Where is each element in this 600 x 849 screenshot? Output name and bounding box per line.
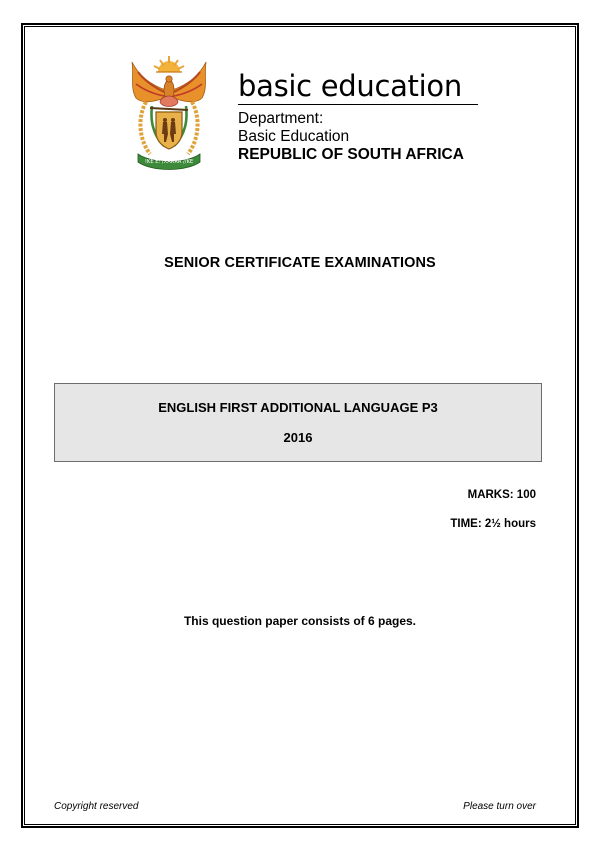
exam-year: 2016 bbox=[283, 430, 313, 445]
country-name: REPUBLIC OF SOUTH AFRICA bbox=[238, 146, 464, 163]
protea-flower bbox=[160, 96, 178, 107]
copyright-notice: Copyright reserved bbox=[54, 801, 139, 812]
sun-emblem bbox=[154, 56, 184, 72]
page-count-note: This question paper consists of 6 pages. bbox=[183, 614, 417, 628]
spear-and-kierie bbox=[150, 108, 188, 110]
brand-name: basic education bbox=[238, 69, 462, 103]
shield bbox=[156, 112, 182, 149]
subject-title: ENGLISH FIRST ADDITIONAL LANGUAGE P3 bbox=[158, 400, 438, 415]
turn-over-notice: Please turn over bbox=[463, 801, 536, 812]
exam-heading: SENIOR CERTIFICATE EXAMINATIONS bbox=[164, 255, 436, 271]
subject-box bbox=[54, 383, 542, 462]
department-label: Department: bbox=[238, 110, 324, 127]
department-name: Basic Education bbox=[238, 128, 350, 145]
motto-text: !KE E: /XARRA //KE bbox=[144, 159, 194, 165]
right-wheat-ear bbox=[188, 102, 198, 154]
department-branding bbox=[238, 68, 480, 164]
time-allowed: TIME: 2½ hours bbox=[450, 518, 536, 530]
marks-total: MARKS: 100 bbox=[467, 489, 536, 501]
south-africa-coat-of-arms-icon bbox=[120, 50, 218, 170]
left-wheat-ear bbox=[140, 102, 150, 154]
brand-divider bbox=[238, 104, 478, 105]
